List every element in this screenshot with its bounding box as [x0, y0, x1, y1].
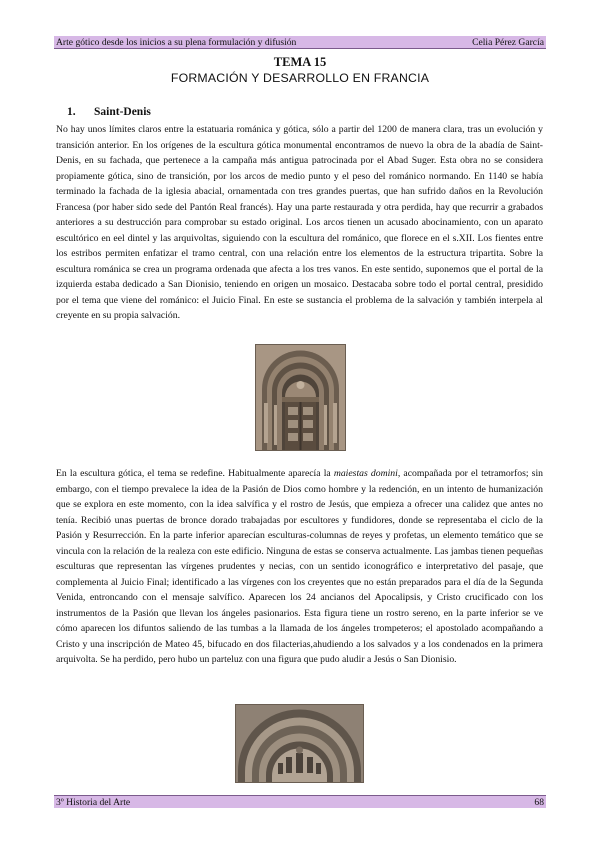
section-number: 1.	[67, 106, 76, 118]
portal-photo-saint-denis	[255, 344, 346, 451]
page-header	[54, 36, 546, 49]
page-title: TEMA 15	[273, 55, 327, 69]
paragraph-2-intro: En la escultura gótica, el tema se redefine. Habitualmente aparecía la	[56, 468, 334, 479]
footer-course: 3º Historia del Arte	[56, 797, 131, 808]
maiestas-domini-term: maiestas domini	[333, 468, 398, 479]
section-heading	[67, 105, 151, 119]
page-number: 68	[534, 797, 544, 808]
tympanum-photo	[235, 704, 364, 783]
header-left-text: Arte gótico desde los inicios a su plena formulación y difusión	[56, 37, 297, 48]
section-title: Saint-Denis	[94, 106, 151, 118]
header-author: Celia Pérez García	[472, 37, 544, 48]
page-footer	[54, 795, 546, 808]
paragraph-1: No hay unos límites claros entre la estatuaria románica y gótica, sólo a partir del 1200 de manera clara, tras un evolución y transición anterior. En los orígenes de la escultura gótica monumental encontramos de nuevo la obra de la abadía de Saint-Denis, en su fachada, que pertenece a la campaña más antigua patrocinada por el Abad Suger. Esta obra no se considera propiamente gótica, sino de transición, por los arcos de medio punto y el peso del románico normando. En 1140 se había terminado la fachada de la iglesia abacial, ornamentada con tres grandes puertas, que han sufrido daños en la Revolución Francesa (por haber sido sede del Pantón Real francés). Hay una parte restaurada y otra perdida, hay que recurrir a grabados anteriores a su destrucción para comprobar su estado original. Los arcos tienen un acusado abocinamiento, con un aparato escultórico en eel dintel y las arquivoltas, siguiendo con la escultura del románico, que florece en el s.XII. Los fientes entre los estribos permiten enfatizar el tramo central, con una relación entre los elementos de la estructura tripartita. Sobre la escultura románica se crea un programa ordenada que afecta a los tres vanos. En este sentido, suponemos que el portal de la izquierda estaba dedicado a San Dionisio, teniendo en origen un mosaico. Destacaba sobre todo el portal central, presidido por el tema que viene del románico: el Juicio Final. En este se sustancia el problema de la salvación y también interpela al creyente en su propia salvación.	[56, 124, 543, 321]
paragraph-2-body: , acompañada por el tetramorfos; sin embargo, con el tiempo prevalece la idea de la Pasión de Dios como hombre y la redención, en un intento de humanización que se explora en este momento, con la idea salvífica y el rostro de Jesús, que empieza a ofrecer una calidez que antes no tenía. Recibió unas puertas de bronce dorado trabajadas por escultores y fundidores, donde se representaba el ciclo de la Pasión y Resurrección. En la parte inferior aparecían esculturas-columnas de reyes y profetas, un elemento temático que se vincula con la relación de la realeza con este edificio. Ninguna de estas se conserva actualmente. Las jambas tienen pequeñas esculturas que representan las vírgenes prudentes y necias, con un sentido iconográfico e interpretativo del pasaje, que complementa al Juicio Final; identificado a las vírgenes con los creyentes que no están preparados para el día de la Segunda Venida, entroncando con el mensaje salvífico. Aparecen los 24 ancianos del Apocalipsis, y Cristo crucificado con los instrumentos de la Pasión que llevan los ángeles pasionarios. Esta figura tiene un rostro sereno, en la parte inferior se ve cómo aparecen los difuntos saliendo de las tumbas a la llamada de los ángeles trompeteros; el apostolado acompañando a Cristo y una inscripción de Mateo 45, bifucado en dos filacterias,ahudiendo a los salvados y a los condenados en la primera arquivolta. Se ha perdido, pero hubo un parteluz con una figura que pudo aludir a Jesús o San Dionisio.	[56, 468, 543, 665]
page-subtitle: FORMACIÓN Y DESARROLLO EN FRANCIA	[170, 71, 430, 85]
paragraph-2	[56, 466, 543, 668]
